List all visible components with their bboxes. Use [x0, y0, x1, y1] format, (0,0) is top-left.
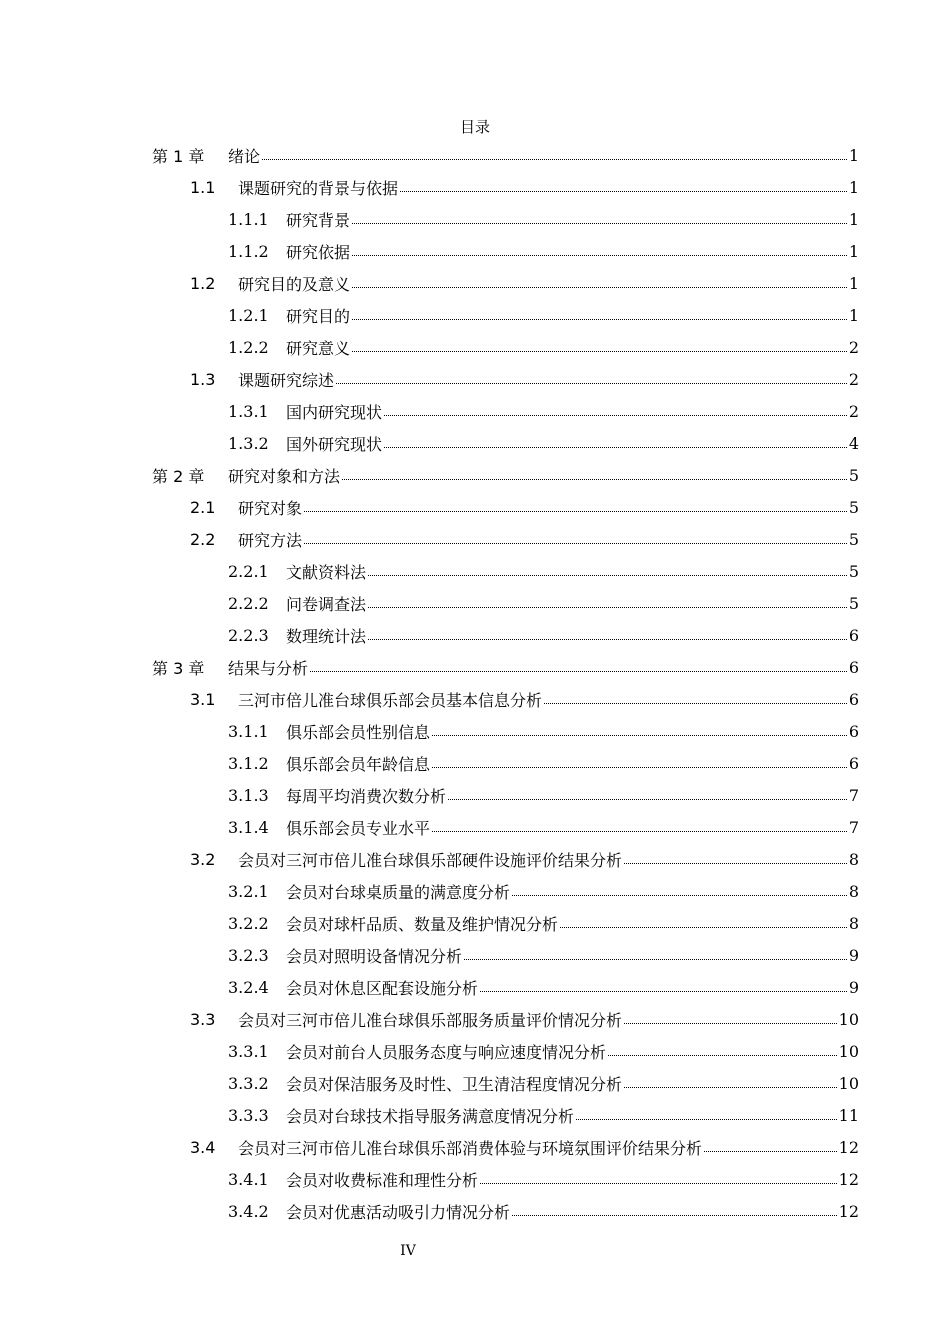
toc-entry-number: 第 2 章 [152, 466, 205, 486]
page-number-footer: IV [400, 1243, 416, 1259]
toc-entry-number: 3.1.2 [228, 753, 269, 773]
toc-entry[interactable] [190, 171, 859, 203]
toc-entry-page: 9 [848, 945, 859, 965]
toc-entry-page: 5 [848, 529, 859, 549]
toc-entry[interactable] [152, 459, 859, 491]
toc-dot-leader [368, 574, 847, 576]
toc-entry-number: 1.1.2 [228, 241, 269, 261]
toc-entry-title: 国内研究现状 [286, 402, 383, 422]
toc-entry-title: 国外研究现状 [286, 434, 383, 454]
toc-entry-title: 研究背景 [286, 210, 351, 230]
toc-entry-number: 3.1.4 [228, 817, 269, 837]
toc-entry-page: 12 [838, 1201, 859, 1221]
toc-entry-title: 文献资料法 [286, 562, 367, 582]
toc-entry-page: 2 [848, 369, 859, 389]
toc-entry-title: 研究对象 [238, 498, 303, 518]
toc-entry-title: 会员对前台人员服务态度与响应速度情况分析 [286, 1042, 607, 1062]
toc-entry-page: 10 [838, 1041, 859, 1061]
toc-entry-number: 3.2 [190, 849, 216, 869]
toc-entry-page: 4 [848, 433, 859, 453]
toc-dot-leader [336, 382, 847, 384]
toc-entry-number: 第 1 章 [152, 146, 205, 166]
toc-dot-leader [368, 606, 847, 608]
toc-entry-number: 3.3.3 [228, 1105, 269, 1125]
toc-entry-page: 6 [848, 625, 859, 645]
toc-entry-number: 3.2.4 [228, 977, 269, 997]
toc-entry[interactable] [228, 331, 859, 363]
toc-dot-leader [608, 1054, 837, 1056]
toc-entry-page: 2 [848, 401, 859, 421]
toc-dot-leader [448, 798, 847, 800]
toc-entry-title: 绪论 [228, 146, 261, 166]
toc-dot-leader [576, 1118, 837, 1120]
toc-entry-number: 3.3 [190, 1009, 216, 1029]
toc-entry[interactable] [228, 203, 859, 235]
toc-entry-title: 会员对三河市倍儿准台球俱乐部服务质量评价情况分析 [238, 1010, 623, 1030]
toc-entry[interactable] [228, 619, 859, 651]
toc-entry-number: 1.3 [190, 369, 216, 389]
toc-entry[interactable] [228, 875, 859, 907]
toc-dot-leader [624, 1022, 837, 1024]
toc-entry[interactable] [228, 1035, 859, 1067]
toc-entry[interactable] [228, 715, 859, 747]
toc-entry-page: 9 [848, 977, 859, 997]
toc-entry[interactable] [228, 939, 859, 971]
toc-entry-page: 6 [848, 689, 859, 709]
toc-entry[interactable] [190, 843, 859, 875]
toc-entry-title: 研究目的 [286, 306, 351, 326]
toc-entry-number: 2.2.2 [228, 593, 269, 613]
toc-entry-title: 每周平均消费次数分析 [286, 786, 447, 806]
toc-entry[interactable] [228, 779, 859, 811]
toc-entry-page: 12 [838, 1137, 859, 1157]
toc-entry-title: 俱乐部会员年龄信息 [286, 754, 431, 774]
toc-entry-title: 会员对台球桌质量的满意度分析 [286, 882, 511, 902]
toc-dot-leader [310, 670, 847, 672]
toc-entry[interactable] [190, 267, 859, 299]
toc-entry[interactable] [190, 683, 859, 715]
toc-entry-page: 8 [848, 913, 859, 933]
toc-dot-leader [512, 1214, 837, 1216]
toc-entry-title: 会员对优惠活动吸引力情况分析 [286, 1202, 511, 1222]
toc-entry-number: 2.2.1 [228, 561, 269, 581]
toc-entry-page: 7 [848, 817, 859, 837]
toc-dot-leader [400, 190, 847, 192]
toc-dot-leader [384, 414, 847, 416]
toc-entry-title: 课题研究综述 [238, 370, 335, 390]
toc-entry-number: 1.3.2 [228, 433, 269, 453]
toc-entry-number: 3.2.1 [228, 881, 269, 901]
toc-dot-leader [368, 638, 847, 640]
toc-entry-title: 俱乐部会员专业水平 [286, 818, 431, 838]
toc-entry[interactable] [228, 971, 859, 1003]
toc-entry-page: 1 [848, 177, 859, 197]
toc-entry[interactable] [228, 747, 859, 779]
toc-entry[interactable] [152, 139, 859, 171]
toc-entry-page: 10 [838, 1009, 859, 1029]
toc-entry[interactable] [228, 587, 859, 619]
toc-entry-title: 会员对台球技术指导服务满意度情况分析 [286, 1106, 575, 1126]
toc-entry-title: 研究目的及意义 [238, 274, 351, 294]
toc-dot-leader [384, 446, 847, 448]
toc-entry-number: 3.4.2 [228, 1201, 269, 1221]
toc-entry-title: 会员对三河市倍儿准台球俱乐部硬件设施评价结果分析 [238, 850, 623, 870]
toc-dot-leader [304, 542, 847, 544]
toc-entry[interactable] [228, 395, 859, 427]
toc-entry-title: 研究意义 [286, 338, 351, 358]
toc-entry-page: 1 [848, 209, 859, 229]
toc-entry-number: 3.3.2 [228, 1073, 269, 1093]
toc-entry-title: 研究依据 [286, 242, 351, 262]
toc-dot-leader [432, 766, 847, 768]
toc-dot-leader [432, 734, 847, 736]
toc-dot-leader [342, 478, 847, 480]
toc-entry[interactable] [228, 1099, 859, 1131]
toc-entry-title: 俱乐部会员性别信息 [286, 722, 431, 742]
toc-entry-number: 1.3.1 [228, 401, 269, 421]
toc-dot-leader [464, 958, 847, 960]
toc-dot-leader [480, 1182, 837, 1184]
toc-dot-leader [560, 926, 847, 928]
toc-entry[interactable] [228, 299, 859, 331]
toc-entry[interactable] [228, 427, 859, 459]
toc-entry-page: 5 [848, 593, 859, 613]
toc-entry[interactable] [228, 907, 859, 939]
toc-entry-page: 5 [848, 497, 859, 517]
toc-dot-leader [624, 862, 847, 864]
toc-entry[interactable] [228, 1163, 859, 1195]
toc-entry-number: 3.1 [190, 689, 216, 709]
toc-entry-number: 2.1 [190, 497, 216, 517]
toc-dot-leader [512, 894, 847, 896]
toc-dot-leader [304, 510, 847, 512]
toc-entry-page: 2 [848, 337, 859, 357]
toc-dot-leader [352, 318, 847, 320]
toc-entry-number: 1.2.1 [228, 305, 269, 325]
toc-entry-number: 2.2.3 [228, 625, 269, 645]
toc-entry-title: 数理统计法 [286, 626, 367, 646]
toc-entry-number: 3.2.2 [228, 913, 269, 933]
toc-entry-title: 三河市倍儿准台球俱乐部会员基本信息分析 [238, 690, 543, 710]
toc-entry-page: 6 [848, 721, 859, 741]
toc-entry-number: 3.2.3 [228, 945, 269, 965]
toc-entry-title: 研究方法 [238, 530, 303, 550]
toc-entry[interactable] [228, 235, 859, 267]
toc-entry[interactable] [190, 1131, 859, 1163]
toc-entry-page: 1 [848, 241, 859, 261]
toc-entry-page: 1 [848, 145, 859, 165]
toc-entry-number: 3.1.3 [228, 785, 269, 805]
toc-entry[interactable] [190, 523, 859, 555]
toc-entry-number: 3.3.1 [228, 1041, 269, 1061]
toc-entry-page: 5 [848, 465, 859, 485]
toc-entry-page: 1 [848, 305, 859, 325]
toc-entry-number: 第 3 章 [152, 658, 205, 678]
toc-dot-leader [352, 350, 847, 352]
page-title: 目录 [459, 118, 490, 136]
toc-dot-leader [544, 702, 847, 704]
toc-entry-title: 结果与分析 [228, 658, 309, 678]
toc-entry[interactable] [228, 811, 859, 843]
toc-entry-page: 6 [848, 753, 859, 773]
toc-dot-leader [624, 1086, 837, 1088]
toc-entry-number: 3.4.1 [228, 1169, 269, 1189]
toc-entry-page: 6 [848, 657, 859, 677]
toc-dot-leader [352, 254, 847, 256]
toc-entry-number: 1.2 [190, 273, 216, 293]
toc-dot-leader [704, 1150, 837, 1152]
toc-entry-page: 11 [838, 1105, 859, 1125]
toc-entry-title: 会员对收费标准和理性分析 [286, 1170, 479, 1190]
toc-entry-number: 2.2 [190, 529, 216, 549]
toc-entry-title: 问卷调查法 [286, 594, 367, 614]
toc-entry-page: 10 [838, 1073, 859, 1093]
toc-entry-title: 会员对三河市倍儿准台球俱乐部消费体验与环境氛围评价结果分析 [238, 1138, 703, 1158]
toc-entry-title: 研究对象和方法 [228, 466, 341, 486]
toc-entry-number: 1.2.2 [228, 337, 269, 357]
toc-entry[interactable] [152, 651, 859, 683]
toc-entry-number: 3.4 [190, 1137, 216, 1157]
toc-entry-title: 会员对保洁服务及时性、卫生清洁程度情况分析 [286, 1074, 623, 1094]
toc-entry-page: 1 [848, 273, 859, 293]
toc-entry-page: 8 [848, 881, 859, 901]
toc-dot-leader [480, 990, 847, 992]
toc-dot-leader [352, 222, 847, 224]
toc-dot-leader [432, 830, 847, 832]
toc-entry[interactable] [190, 1003, 859, 1035]
toc-entry-number: 1.1.1 [228, 209, 269, 229]
toc-entry[interactable] [190, 363, 859, 395]
toc-entry-number: 1.1 [190, 177, 216, 197]
toc-dot-leader [262, 158, 847, 160]
toc-entry-number: 3.1.1 [228, 721, 269, 741]
toc-entry-page: 12 [838, 1169, 859, 1189]
toc-entry-page: 5 [848, 561, 859, 581]
toc-dot-leader [352, 286, 847, 288]
toc-entry-page: 8 [848, 849, 859, 869]
toc-entry[interactable] [228, 555, 859, 587]
toc-entry[interactable] [228, 1195, 859, 1227]
toc-entry-title: 会员对照明设备情况分析 [286, 946, 463, 966]
toc-entry-page: 7 [848, 785, 859, 805]
toc-entry-title: 会员对休息区配套设施分析 [286, 978, 479, 998]
toc-entry-title: 会员对球杆品质、数量及维护情况分析 [286, 914, 559, 934]
toc-entry-title: 课题研究的背景与依据 [238, 178, 399, 198]
toc-entry[interactable] [228, 1067, 859, 1099]
toc-entry[interactable] [190, 491, 859, 523]
